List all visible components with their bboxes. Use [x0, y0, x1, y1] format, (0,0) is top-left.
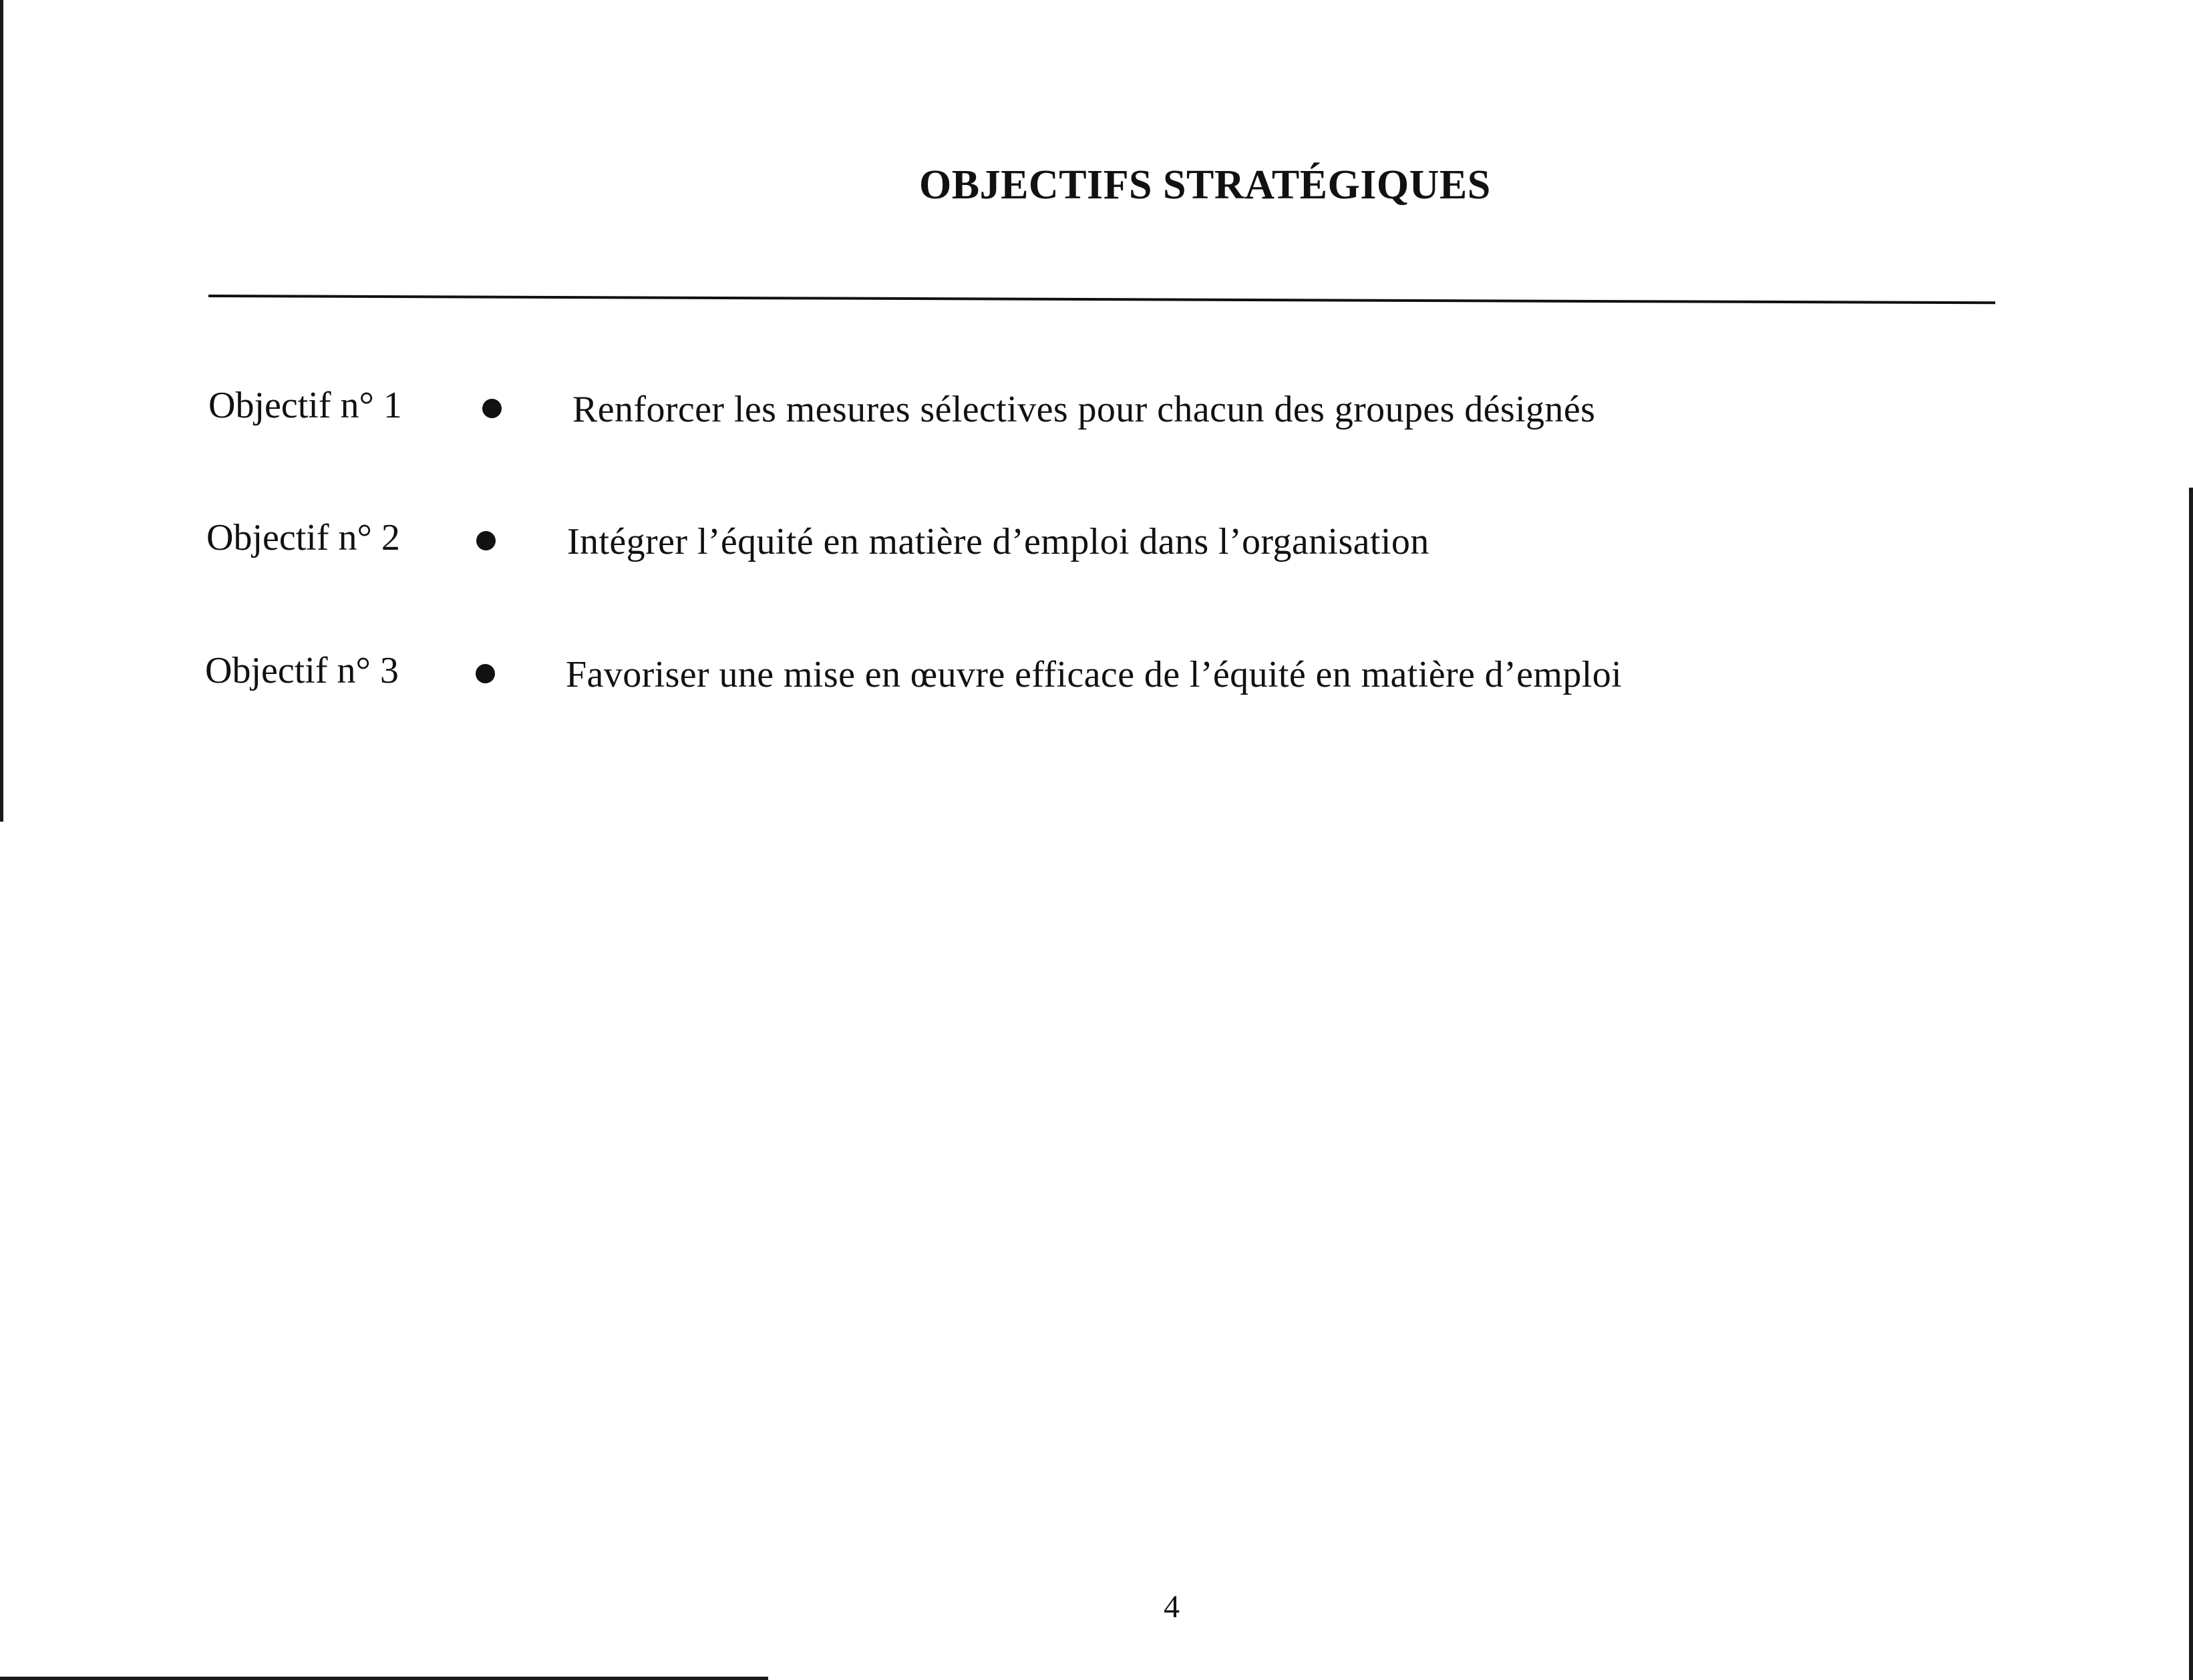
scan-edge-bottom — [0, 1677, 768, 1680]
title-rule — [208, 295, 1995, 304]
bullet-icon — [476, 664, 495, 683]
objective-text: Intégrer l’équité en matière d’emploi dans l’organisation — [567, 521, 1429, 562]
objective-row-3 — [0, 649, 2193, 703]
bullet-icon — [482, 399, 502, 418]
objective-label: Objectif n° 2 — [206, 517, 400, 558]
bullet-icon — [476, 531, 496, 550]
objective-label: Objectif n° 1 — [208, 385, 402, 426]
objective-text: Renforcer les mesures sélectives pour chacun des groupes désignés — [572, 389, 1596, 430]
objective-row-1 — [0, 384, 2193, 438]
objective-label: Objectif n° 3 — [205, 650, 399, 691]
objective-text: Favoriser une mise en œuvre efficace de l’équité en matière d’emploi — [566, 654, 1623, 695]
page-number: 4 — [1164, 1589, 1180, 1625]
objective-row-2 — [0, 516, 2193, 570]
page-title: OBJECTIFS STRATÉGIQUES — [919, 162, 1491, 208]
